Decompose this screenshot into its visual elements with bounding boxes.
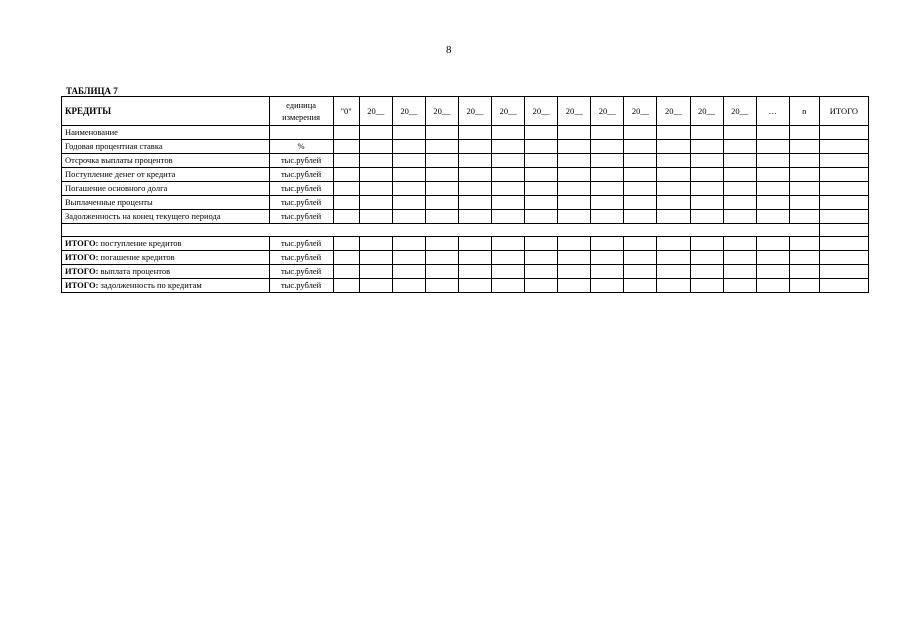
row-unit: тыс.рублей — [269, 210, 333, 224]
value-cell[interactable] — [756, 168, 789, 182]
value-cell[interactable] — [492, 168, 525, 182]
value-cell[interactable] — [359, 140, 392, 154]
value-cell[interactable] — [458, 251, 491, 265]
header-period: … — [756, 97, 789, 126]
credits-table — [61, 96, 869, 293]
value-cell[interactable] — [789, 182, 819, 196]
value-cell[interactable] — [458, 154, 491, 168]
value-cell[interactable] — [392, 168, 425, 182]
value-cell[interactable] — [458, 279, 491, 293]
value-cell[interactable] — [723, 168, 756, 182]
value-cell[interactable] — [789, 251, 819, 265]
value-cell[interactable] — [657, 182, 690, 196]
value-cell[interactable] — [458, 210, 491, 224]
value-cell[interactable] — [690, 279, 723, 293]
value-cell[interactable] — [492, 237, 525, 251]
value-cell[interactable] — [657, 196, 690, 210]
value-cell[interactable] — [591, 154, 624, 168]
value-cell[interactable] — [558, 237, 591, 251]
value-cell[interactable] — [558, 168, 591, 182]
row-unit: тыс.рублей — [269, 196, 333, 210]
totals-prefix: ИТОГО: — [65, 280, 99, 290]
row-unit: тыс.рублей — [269, 279, 333, 293]
value-cell[interactable] — [392, 265, 425, 279]
spacer-row — [62, 224, 869, 237]
totals-prefix: ИТОГО: — [65, 252, 99, 262]
value-cell[interactable] — [333, 182, 359, 196]
value-cell[interactable] — [558, 126, 591, 140]
value-cell[interactable] — [723, 265, 756, 279]
value-cell[interactable] — [359, 265, 392, 279]
row-unit: тыс.рублей — [269, 265, 333, 279]
header-period: 20__ — [492, 97, 525, 126]
value-cell[interactable] — [359, 154, 392, 168]
value-cell[interactable] — [723, 279, 756, 293]
row-unit — [269, 126, 333, 140]
value-cell[interactable] — [819, 196, 868, 210]
value-cell[interactable] — [525, 154, 558, 168]
value-cell[interactable] — [624, 140, 657, 154]
value-cell[interactable] — [525, 140, 558, 154]
table-header-row — [62, 97, 869, 126]
value-cell[interactable] — [657, 126, 690, 140]
value-cell[interactable] — [558, 279, 591, 293]
value-cell[interactable] — [591, 126, 624, 140]
totals-prefix: ИТОГО: — [65, 238, 99, 248]
value-cell[interactable] — [819, 168, 868, 182]
value-cell[interactable] — [657, 251, 690, 265]
value-cell[interactable] — [558, 251, 591, 265]
value-cell[interactable] — [558, 210, 591, 224]
value-cell[interactable] — [425, 154, 458, 168]
value-cell[interactable] — [333, 210, 359, 224]
value-cell[interactable] — [591, 279, 624, 293]
row-label: Поступление денег от кредита — [62, 168, 270, 182]
value-cell[interactable] — [492, 251, 525, 265]
value-cell[interactable] — [723, 251, 756, 265]
value-cell[interactable] — [690, 196, 723, 210]
value-cell[interactable] — [525, 126, 558, 140]
value-cell[interactable] — [624, 168, 657, 182]
value-cell[interactable] — [359, 210, 392, 224]
value-cell[interactable] — [624, 126, 657, 140]
header-period: 20__ — [425, 97, 458, 126]
value-cell[interactable] — [756, 210, 789, 224]
value-cell[interactable] — [657, 237, 690, 251]
header-period: 20__ — [690, 97, 723, 126]
header-total: ИТОГО — [819, 97, 868, 126]
value-cell[interactable] — [492, 154, 525, 168]
value-cell[interactable] — [690, 265, 723, 279]
value-cell[interactable] — [525, 196, 558, 210]
row-label: Погашение основного долга — [62, 182, 270, 196]
header-unit: единица измерения — [269, 97, 333, 126]
totals-row — [62, 265, 869, 279]
value-cell[interactable] — [392, 251, 425, 265]
value-cell[interactable] — [458, 140, 491, 154]
value-cell[interactable] — [789, 154, 819, 168]
value-cell[interactable] — [458, 126, 491, 140]
value-cell[interactable] — [591, 251, 624, 265]
value-cell[interactable] — [425, 265, 458, 279]
value-cell[interactable] — [333, 126, 359, 140]
header-period: n — [789, 97, 819, 126]
value-cell[interactable] — [492, 265, 525, 279]
value-cell[interactable] — [624, 265, 657, 279]
value-cell[interactable] — [525, 210, 558, 224]
value-cell[interactable] — [723, 196, 756, 210]
value-cell[interactable] — [723, 210, 756, 224]
value-cell[interactable] — [392, 196, 425, 210]
totals-prefix: ИТОГО: — [65, 266, 99, 276]
value-cell[interactable] — [690, 210, 723, 224]
totals-label-cell — [62, 279, 270, 293]
row-label: Наименование — [62, 126, 270, 140]
value-cell[interactable] — [624, 154, 657, 168]
value-cell[interactable] — [756, 251, 789, 265]
value-cell[interactable] — [359, 237, 392, 251]
value-cell[interactable] — [624, 251, 657, 265]
value-cell[interactable] — [591, 196, 624, 210]
value-cell[interactable] — [789, 237, 819, 251]
value-cell[interactable] — [657, 279, 690, 293]
value-cell[interactable] — [558, 154, 591, 168]
totals-label: выплата процентов — [98, 266, 171, 276]
row-label: Отсрочка выплаты процентов — [62, 154, 270, 168]
value-cell[interactable] — [756, 140, 789, 154]
value-cell[interactable] — [690, 168, 723, 182]
value-cell[interactable] — [359, 251, 392, 265]
header-period: 20__ — [723, 97, 756, 126]
value-cell[interactable] — [359, 182, 392, 196]
value-cell[interactable] — [756, 237, 789, 251]
value-cell[interactable] — [591, 140, 624, 154]
value-cell[interactable] — [657, 154, 690, 168]
totals-row — [62, 251, 869, 265]
value-cell[interactable] — [333, 154, 359, 168]
value-cell[interactable] — [458, 196, 491, 210]
header-period: "0" — [333, 97, 359, 126]
header-period: 20__ — [591, 97, 624, 126]
value-cell[interactable] — [819, 265, 868, 279]
table-row — [62, 154, 869, 168]
header-title: КРЕДИТЫ — [62, 97, 270, 126]
value-cell[interactable] — [333, 168, 359, 182]
value-cell[interactable] — [690, 154, 723, 168]
value-cell[interactable] — [723, 182, 756, 196]
value-cell[interactable] — [525, 182, 558, 196]
value-cell[interactable] — [690, 251, 723, 265]
value-cell[interactable] — [359, 279, 392, 293]
value-cell[interactable] — [819, 182, 868, 196]
row-unit: тыс.рублей — [269, 182, 333, 196]
value-cell[interactable] — [789, 210, 819, 224]
value-cell[interactable] — [392, 279, 425, 293]
header-period: 20__ — [525, 97, 558, 126]
value-cell[interactable] — [756, 279, 789, 293]
value-cell[interactable] — [819, 237, 868, 251]
value-cell[interactable] — [492, 196, 525, 210]
value-cell[interactable] — [492, 140, 525, 154]
value-cell[interactable] — [392, 210, 425, 224]
header-period: 20__ — [359, 97, 392, 126]
value-cell[interactable] — [624, 210, 657, 224]
value-cell[interactable] — [789, 196, 819, 210]
value-cell[interactable] — [492, 126, 525, 140]
value-cell[interactable] — [333, 140, 359, 154]
value-cell[interactable] — [333, 251, 359, 265]
spacer-cell — [819, 224, 868, 237]
value-cell[interactable] — [333, 196, 359, 210]
value-cell[interactable] — [723, 154, 756, 168]
page-number: 8 — [446, 44, 452, 56]
value-cell[interactable] — [591, 182, 624, 196]
value-cell[interactable] — [789, 140, 819, 154]
table-row — [62, 182, 869, 196]
value-cell[interactable] — [492, 210, 525, 224]
row-unit: тыс.рублей — [269, 251, 333, 265]
header-period: 20__ — [392, 97, 425, 126]
value-cell[interactable] — [492, 182, 525, 196]
value-cell[interactable] — [591, 168, 624, 182]
row-unit: тыс.рублей — [269, 154, 333, 168]
value-cell[interactable] — [425, 279, 458, 293]
table-row — [62, 126, 869, 140]
value-cell[interactable] — [690, 140, 723, 154]
value-cell[interactable] — [392, 237, 425, 251]
value-cell[interactable] — [756, 154, 789, 168]
value-cell[interactable] — [819, 210, 868, 224]
value-cell[interactable] — [819, 279, 868, 293]
table-caption: ТАБЛИЦА 7 — [66, 86, 118, 96]
value-cell[interactable] — [819, 154, 868, 168]
header-period: 20__ — [657, 97, 690, 126]
totals-label-cell — [62, 237, 270, 251]
value-cell[interactable] — [723, 126, 756, 140]
value-cell[interactable] — [525, 265, 558, 279]
row-label: Годовая процентная ставка — [62, 140, 270, 154]
row-unit: тыс.рублей — [269, 237, 333, 251]
value-cell[interactable] — [392, 126, 425, 140]
row-label: Задолженность на конец текущего периода — [62, 210, 270, 224]
value-cell[interactable] — [333, 237, 359, 251]
value-cell[interactable] — [425, 140, 458, 154]
value-cell[interactable] — [789, 126, 819, 140]
value-cell[interactable] — [756, 126, 789, 140]
value-cell[interactable] — [558, 265, 591, 279]
row-unit: % — [269, 140, 333, 154]
value-cell[interactable] — [819, 140, 868, 154]
value-cell[interactable] — [558, 196, 591, 210]
totals-label-cell — [62, 251, 270, 265]
value-cell[interactable] — [425, 182, 458, 196]
totals-row — [62, 237, 869, 251]
table-row — [62, 168, 869, 182]
table-row — [62, 210, 869, 224]
value-cell[interactable] — [425, 168, 458, 182]
totals-label: задолженность по кредитам — [98, 280, 202, 290]
table-row — [62, 140, 869, 154]
totals-label: поступление кредитов — [98, 238, 182, 248]
value-cell[interactable] — [819, 126, 868, 140]
value-cell[interactable] — [425, 126, 458, 140]
value-cell[interactable] — [392, 182, 425, 196]
row-label: Выплаченные проценты — [62, 196, 270, 210]
value-cell[interactable] — [657, 210, 690, 224]
spacer-cell — [62, 224, 820, 237]
value-cell[interactable] — [789, 265, 819, 279]
value-cell[interactable] — [525, 168, 558, 182]
value-cell[interactable] — [525, 237, 558, 251]
totals-row — [62, 279, 869, 293]
value-cell[interactable] — [458, 182, 491, 196]
value-cell[interactable] — [624, 196, 657, 210]
value-cell[interactable] — [690, 182, 723, 196]
value-cell[interactable] — [723, 237, 756, 251]
value-cell[interactable] — [819, 251, 868, 265]
header-period: 20__ — [558, 97, 591, 126]
value-cell[interactable] — [392, 154, 425, 168]
table-row — [62, 196, 869, 210]
value-cell[interactable] — [789, 279, 819, 293]
value-cell[interactable] — [789, 168, 819, 182]
value-cell[interactable] — [425, 237, 458, 251]
value-cell[interactable] — [392, 140, 425, 154]
value-cell[interactable] — [425, 210, 458, 224]
value-cell[interactable] — [624, 182, 657, 196]
value-cell[interactable] — [756, 182, 789, 196]
header-period: 20__ — [624, 97, 657, 126]
value-cell[interactable] — [558, 182, 591, 196]
value-cell[interactable] — [425, 251, 458, 265]
value-cell[interactable] — [690, 126, 723, 140]
value-cell[interactable] — [591, 265, 624, 279]
value-cell[interactable] — [333, 279, 359, 293]
value-cell[interactable] — [458, 237, 491, 251]
value-cell[interactable] — [624, 237, 657, 251]
value-cell[interactable] — [425, 196, 458, 210]
header-period: 20__ — [458, 97, 491, 126]
value-cell[interactable] — [525, 251, 558, 265]
totals-label: погашение кредитов — [98, 252, 175, 262]
totals-label-cell — [62, 265, 270, 279]
value-cell[interactable] — [657, 265, 690, 279]
value-cell[interactable] — [591, 210, 624, 224]
value-cell[interactable] — [756, 196, 789, 210]
value-cell[interactable] — [458, 168, 491, 182]
value-cell[interactable] — [458, 265, 491, 279]
value-cell[interactable] — [690, 237, 723, 251]
value-cell[interactable] — [359, 196, 392, 210]
value-cell[interactable] — [492, 279, 525, 293]
row-unit: тыс.рублей — [269, 168, 333, 182]
value-cell[interactable] — [359, 126, 392, 140]
value-cell[interactable] — [333, 265, 359, 279]
value-cell[interactable] — [558, 140, 591, 154]
value-cell[interactable] — [657, 168, 690, 182]
value-cell[interactable] — [591, 237, 624, 251]
value-cell[interactable] — [723, 140, 756, 154]
value-cell[interactable] — [359, 168, 392, 182]
value-cell[interactable] — [657, 140, 690, 154]
value-cell[interactable] — [525, 279, 558, 293]
value-cell[interactable] — [756, 265, 789, 279]
value-cell[interactable] — [624, 279, 657, 293]
